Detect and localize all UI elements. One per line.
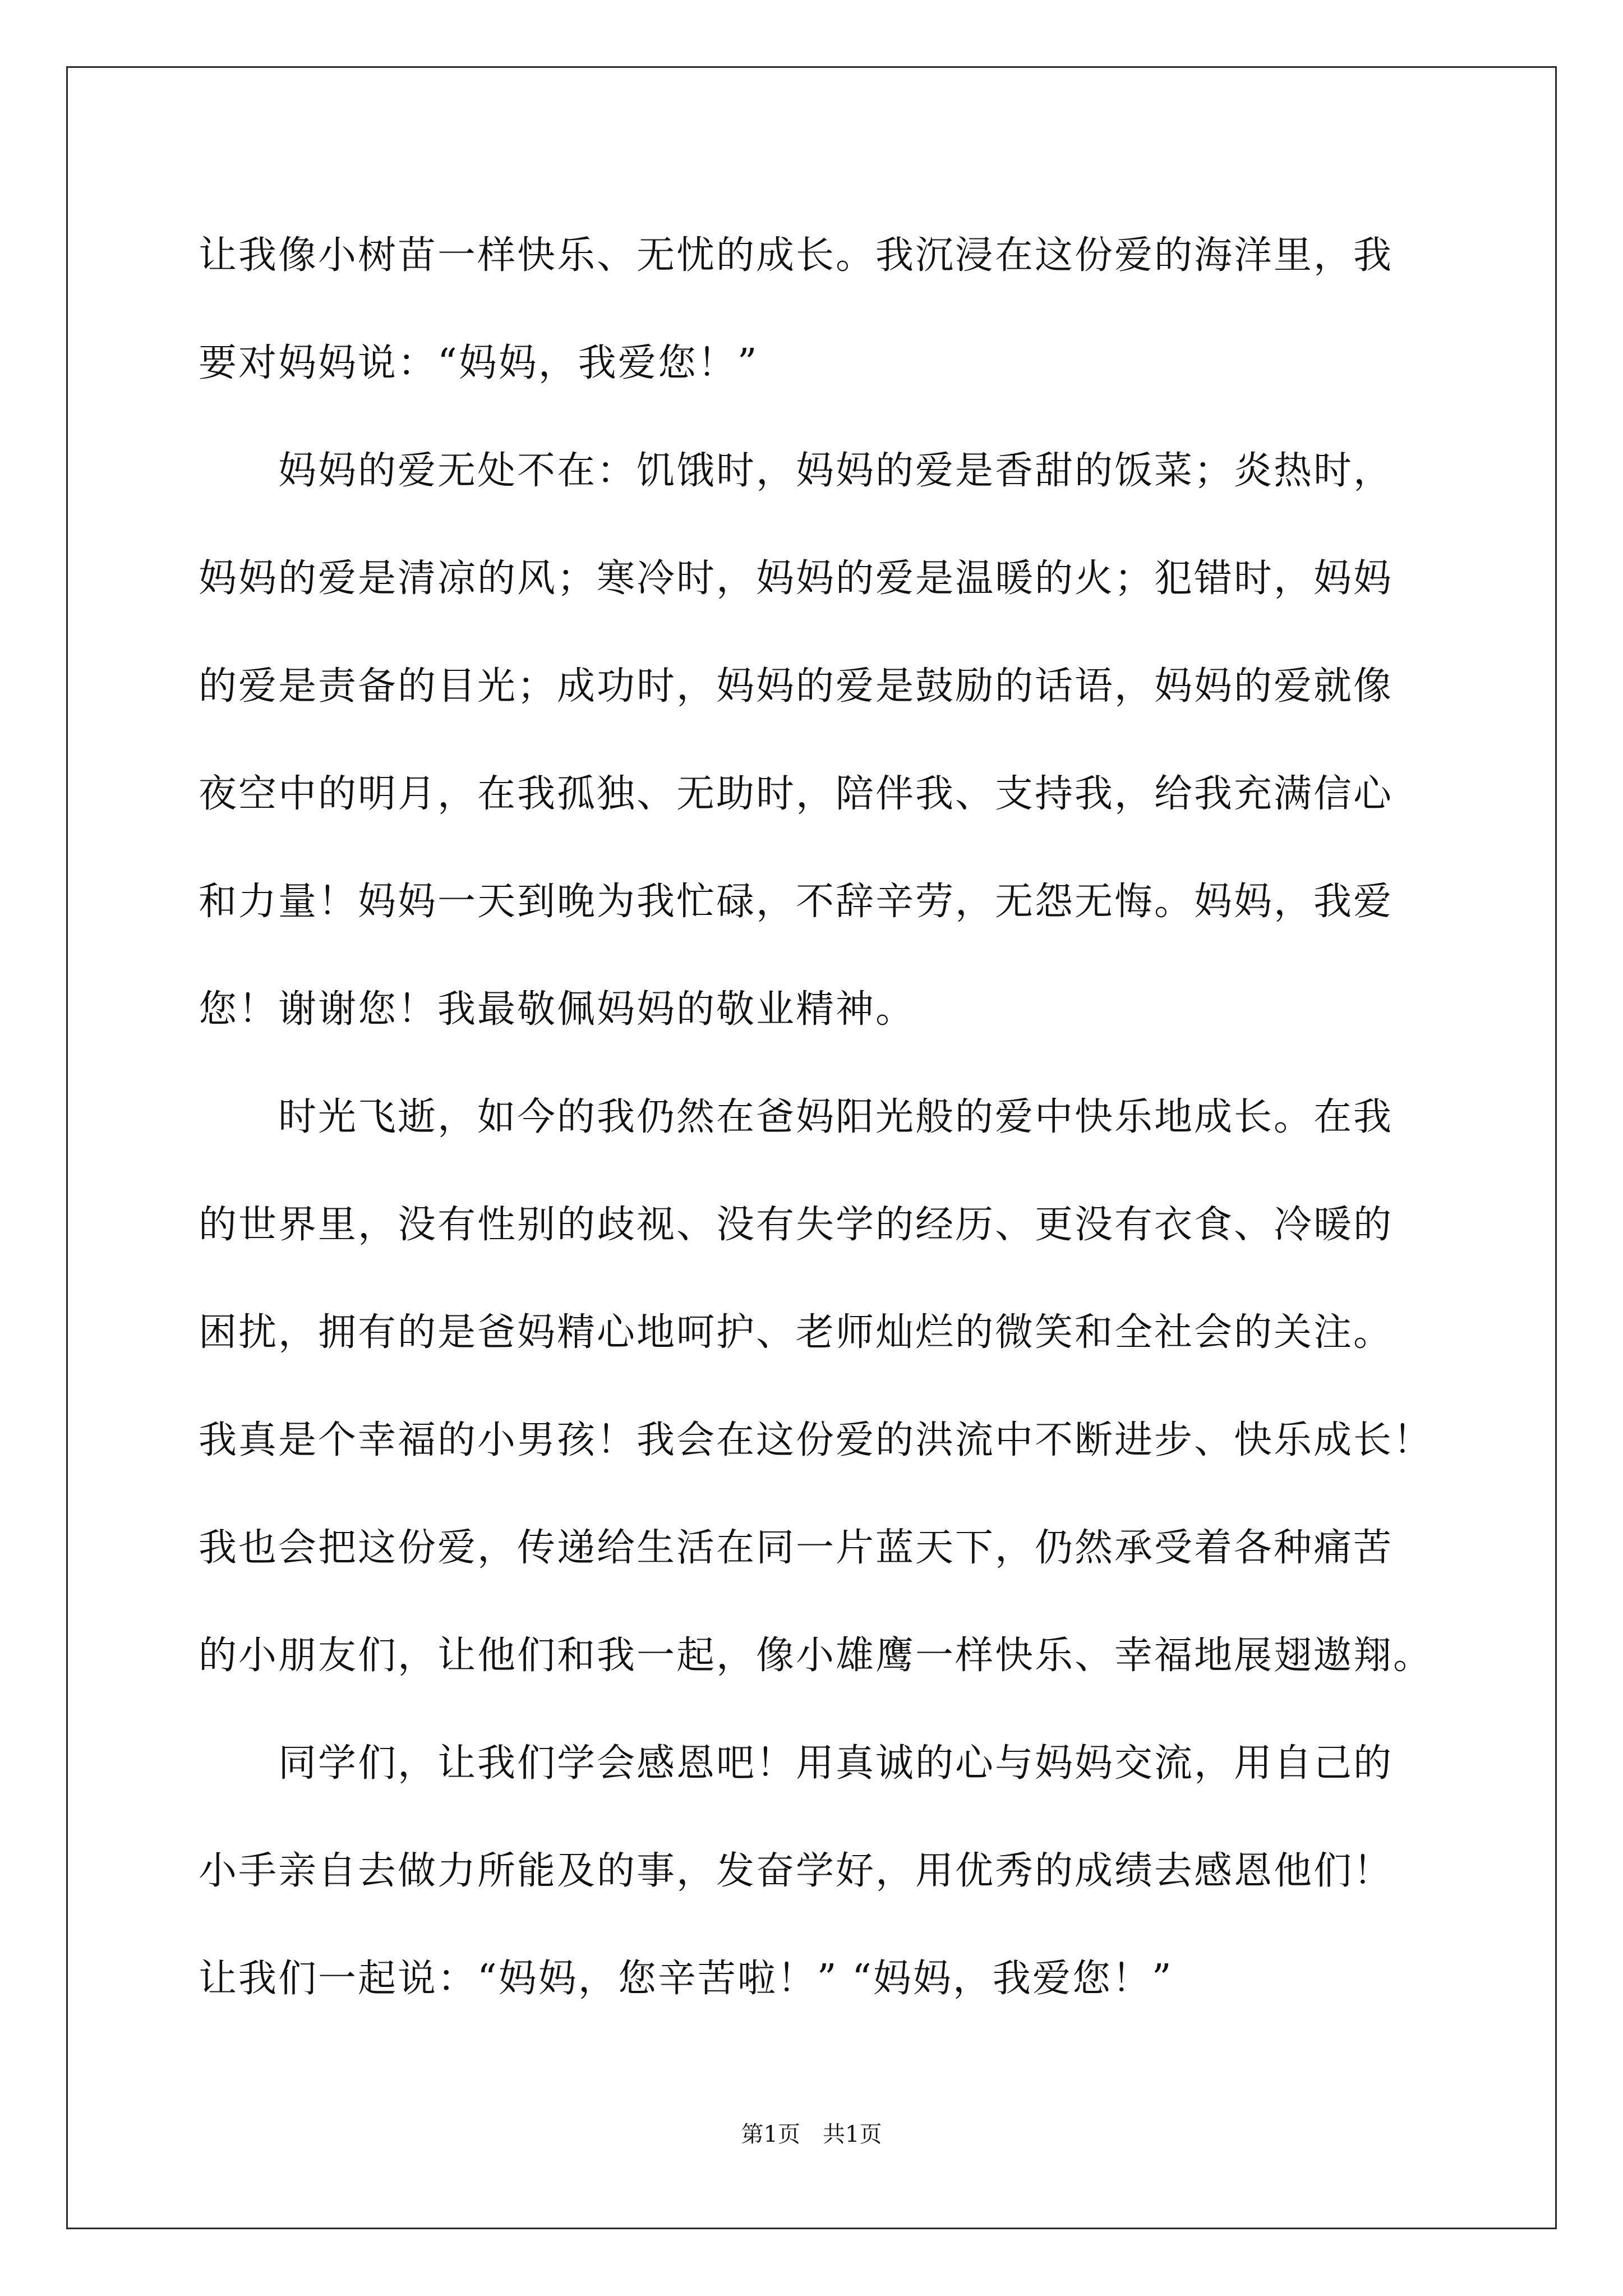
text-line: 我也会把这份爱，传递给生活在同一片蓝天下，仍然承受着各种痛苦 [199,1526,1394,1570]
page-number-current: 第1页 [741,2122,800,2147]
text-line: 要对妈妈说：“妈妈，我爱您！” [199,341,759,385]
text-line: 小手亲自去做力所能及的事，发奋学好，用优秀的成绩去感恩他们！ [199,1849,1394,1893]
text-line: 我真是个幸福的小男孩！我会在这份爱的洪流中不断进步、快乐成长！ [199,1418,1433,1462]
document-body [199,202,1432,2033]
text-line: 让我们一起说：“妈妈，您辛苦啦！” “妈妈，我爱您！” [199,1957,1173,2001]
text-line: 的小朋友们，让他们和我一起，像小雄鹰一样快乐、幸福地展翅遨翔。 [199,1634,1433,1678]
page-number-total: 共1页 [823,2122,882,2147]
text-line: 同学们，让我们学会感恩吧！用真诚的心与妈妈交流，用自己的 [199,1741,1394,1786]
text-line: 的爱是责备的目光；成功时，妈妈的爱是鼓励的话语，妈妈的爱就像 [199,664,1394,708]
text-line: 的世界里，没有性别的歧视、没有失学的经历、更没有衣食、冷暖的 [199,1203,1394,1247]
text-line: 妈妈的爱无处不在：饥饿时，妈妈的爱是香甜的饭菜；炎热时， [199,449,1394,493]
text-line: 妈妈的爱是清凉的风；寒冷时，妈妈的爱是温暖的火；犯错时，妈妈 [199,556,1394,601]
text-line: 困扰，拥有的是爸妈精心地呵护、老师灿烂的微笑和全社会的关注。 [199,1310,1394,1355]
text-line: 夜空中的明月，在我孤独、无助时，陪伴我、支持我，给我充满信心 [199,772,1394,816]
text-line: 和力量！妈妈一天到晚为我忙碌，不辞辛劳，无怨无悔。妈妈，我爱 [199,880,1394,924]
page-footer [0,2118,1623,2151]
text-line: 您！谢谢您！我最敬佩妈妈的敬业精神。 [199,987,916,1032]
text-line: 让我像小树苗一样快乐、无忧的成长。我沉浸在这份爱的海洋里，我 [199,233,1394,278]
text-line: 时光飞逝，如今的我仍然在爸妈阳光般的爱中快乐地成长。在我 [199,1095,1394,1139]
